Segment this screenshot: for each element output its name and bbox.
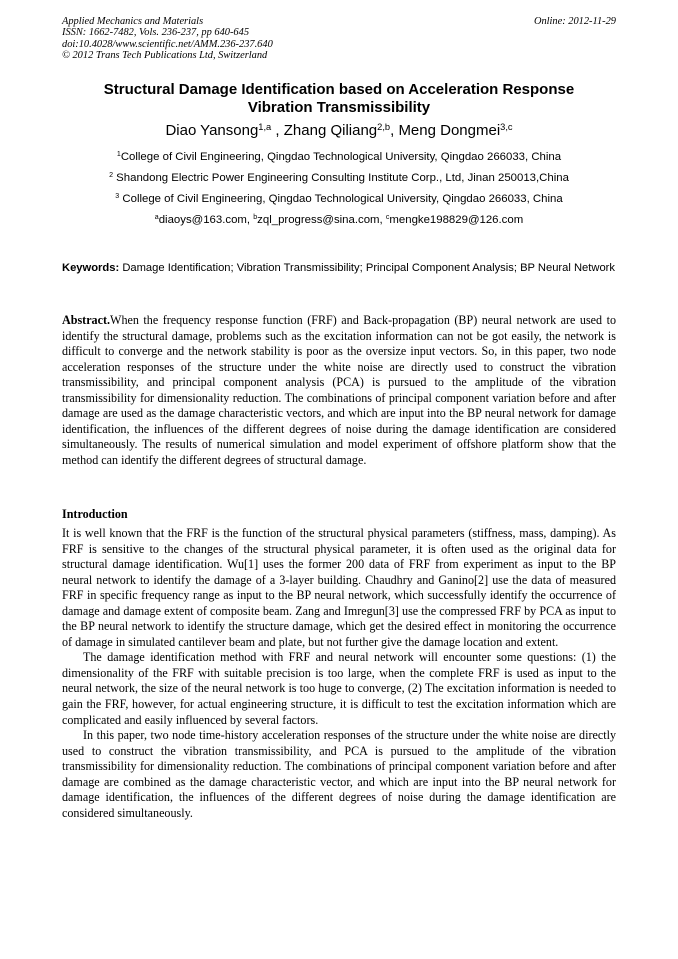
paper-title <box>62 81 616 117</box>
abstract-block <box>62 313 616 468</box>
doi-line: doi:10.4028/www.scientific.net/AMM.236-237.640 <box>62 38 273 50</box>
issn-line: ISSN: 1662-7482, Vols. 236-237, pp 640-645 <box>62 27 250 39</box>
intro-paragraph: The damage identification method with FRF and neural network will encounter some questions: (1) the dimensionality of the FRF with suitable precision is too large, when the complete FRF is used as input to the neural network, the size of the neural network is too huge to converge, (2) The excitation information is needed to gain the FRF, however, for actual engineering structure, it is difficult to test the excitation information which are complicated and easily influenced by several factors. <box>62 650 616 727</box>
author-affil-mark: 2,b <box>377 121 391 132</box>
affiliation-number: 2 <box>109 172 113 180</box>
journal-header <box>62 16 616 62</box>
intro-paragraph: In this paper, two node time-history acceleration responses of the structure under the white noise are directly used to construct the vibration transmissibility, and PCA is pursued to the amplitude of the vibration transmissibility for dimensionality reduction. The combinations of principal component variation before and after damage are combined as the damage characteristic vector, and which are input into the BP neural network for damage identification, the influences of the different degrees of noise during the damage identification are considered simultaneously. <box>62 728 616 820</box>
author-affil-mark: 1,a <box>258 121 272 132</box>
affiliation-1 <box>62 150 616 164</box>
affiliation-3 <box>62 192 616 206</box>
abstract-text: When the frequency response function (FRF) and Back-propagation (BP) neural network are used to identify the structural damage, problems such as the excitation information can not be got easily, the network is difficult to converge and the network stability is poor as the oversize input vectors. So, in this paper, two node acceleration responses of the structure under the white noise are directly used to construct the vibration transmissibility, and principal component analysis (PCA) is pursued to the amplitude of the vibration transmissibility for dimensionality reduction. The combinations of principal component variation before and after damage are used as the damage characteristic vectors, and which are input into the BP neural network for damage identification, the influences of the different degrees of noise during the damage identification are considered simultaneously. The results of numerical simulation and model experiment of offshore platform show that the method can identify the different degrees of structural damage. <box>62 313 616 467</box>
section-heading-introduction: Introduction <box>62 507 128 521</box>
email-address[interactable]: zql_progress@sina.com <box>257 214 380 226</box>
author-name: Zhang Qiliang <box>283 122 378 139</box>
title-line-2: Vibration Transmissibility <box>247 99 431 116</box>
author-affil-mark: 3,c <box>500 121 513 132</box>
keywords-label: Keywords: <box>62 262 120 274</box>
author-name: Meng Dongmei <box>398 122 501 139</box>
abstract-label: Abstract. <box>62 313 111 327</box>
affiliation-text: Shandong Electric Power Engineering Consulting Institute Corp., Ltd, Jinan 250013,China <box>116 172 569 184</box>
keywords-text: Damage Identification; Vibration Transmissibility; Principal Component Analysis; BP Neural Network <box>122 262 615 274</box>
email-address[interactable]: mengke198829@126.com <box>389 214 524 226</box>
intro-paragraph: It is well known that the FRF is the function of the structural physical parameters (stiffness, mass, damping). As FRF is sensitive to the changes of the structural physical parameter, it is often used as the original data for structural damage identification. Wu[1] uses the former 200 data of FRF from experiment as input to the BP neural network to identify the damage of a 3-layer building. Chaudhry and Ganino[2] use the data of measured FRF in specific frequency range as input to the BP neural network, which successfully identify the occurrence of damage and damage extent of composite beam. Zang and Imregun[3] use the compressed FRF by PCA as input to the BP neural network to identify the structure damage, which get the desired effect in monitoring the occurrence of damage in simulated cantilever beam and plate, but not further give the damage location and extent. <box>62 526 616 649</box>
introduction-body <box>62 526 616 821</box>
author-name: Diao Yansong <box>165 122 259 139</box>
email-mark: c <box>385 214 390 222</box>
email-mark: a <box>154 214 159 222</box>
online-date: Online: 2012-11-29 <box>533 16 616 27</box>
affiliation-2 <box>62 171 616 185</box>
affiliation-number: 3 <box>115 193 120 201</box>
email-address[interactable]: diaoys@163.com <box>158 214 247 226</box>
title-line-1: Structural Damage Identification based on Acceleration Response <box>103 81 575 98</box>
email-mark: b <box>253 214 258 222</box>
copyright-line: © 2012 Trans Tech Publications Ltd, Switzerland <box>62 50 268 62</box>
journal-name: Applied Mechanics and Materials <box>62 16 204 27</box>
affiliation-text: College of Civil Engineering, Qingdao Technological University, Qingdao 266033, China <box>122 193 563 205</box>
email-line: $^a$diaoys@163.com, $^b$zql_progress@sina.com, $^c$mengke198829@126.com <box>154 214 524 226</box>
affiliation-number: 1 <box>116 151 121 159</box>
keywords-block <box>62 261 616 276</box>
affiliation-text: College of Civil Engineering, Qingdao Technological University, Qingdao 266033, China <box>120 151 562 163</box>
author-list: Diao Yansong$^{1,a}$ , Zhang Qiliang$^{2,b}$, Meng Dongmei$^{3,c}$ <box>165 121 513 139</box>
